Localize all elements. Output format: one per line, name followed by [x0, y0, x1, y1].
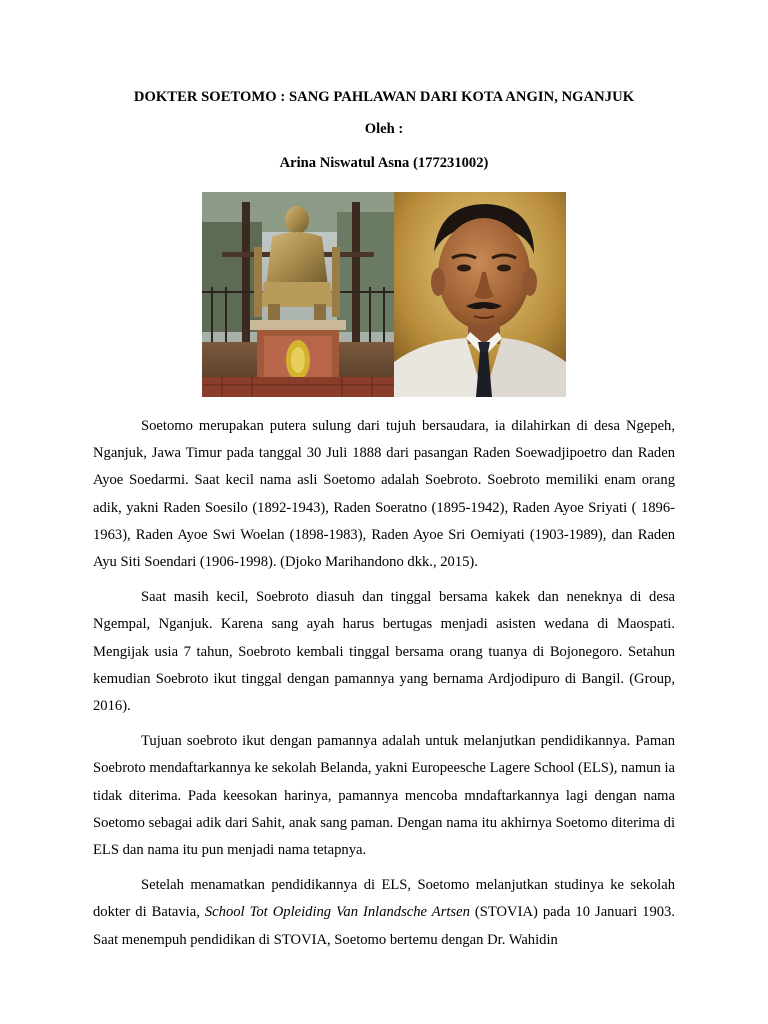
figure-images — [202, 192, 566, 397]
paragraph-4-before: Setelah menamatkan pendidikannya di ELS, Soetomo melanjutkan studinya ke sekolah dokter di Batavia, — [93, 877, 675, 921]
author-name: Arina Niswatul Asna (177231002) — [279, 155, 489, 171]
school-name-italic: School Tot Opleiding Van Inlandsche Artsen — [204, 904, 470, 921]
paragraph-4-after: (STOVIA) pada 10 Januari 1903. Saat menempuh pendidikan di STOVIA, Soetomo bertemu dengan Dr. Wahidin — [93, 904, 676, 948]
body-text — [93, 413, 675, 962]
portrait-painting — [394, 192, 566, 397]
paragraph-1: Soetomo merupakan putera sulung dari tujuh bersaudara, ia dilahirkan di desa Ngepeh, Nganjuk, Jawa Timur pada tanggal 30 Juli 1888 dari pasangan Raden Soewadjipoetro dan Raden Ayoe Soedarmi. Saat kecil nama asli Soetomo adalah Soebroto. Soebroto memiliki enam orang adik, yakni Raden Soesilo (1892-1943), Raden Soeratno (1895-1942), Raden Ayoe Sriyati ( 1896-1963), Raden Ayoe Swi Woelan (1898-1983), Raden Ayoe Sri Oemiyati (1903-1989), dan Raden Ayu Siti Soendari (1906-1998). (Djoko Marihandono dkk., 2015). — [93, 418, 675, 571]
paragraph-4 — [93, 872, 675, 954]
statue-photo — [202, 192, 394, 397]
paragraph-2: Saat masih kecil, Soebroto diasuh dan tinggal bersama kakek dan neneknya di desa Ngempal, Nganjuk. Karena sang ayah harus bertugas menjadi asisten wedana di Maospati. Mengijak usia 7 tahun, Soebroto kembali tinggal bersama orang tuanya di Bojonegoro. Setahun kemudian Soebroto ikut tinggal dengan pamannya yang bernama Ardjodipuro di Bangil. (Group, 2016). — [93, 589, 675, 715]
paragraph-3: Tujuan soebroto ikut dengan pamannya adalah untuk melanjutkan pendidikannya. Paman Soebroto mendaftarkannya ke sekolah Belanda, yakni Europeesche Lagere School (ELS), namun ia tidak diterima. Pada keesokan harinya, pamannya mencoba mndaftarkannya lagi dengan nama Soetomo sebagai adik dari Sahit, anak sang paman. Dengan nama itu akhirnya Soetomo diterima di ELS dan nama itu pun menjadi nama tetapnya. — [93, 733, 675, 859]
document-title: DOKTER SOETOMO : SANG PAHLAWAN DARI KOTA ANGIN, NGANJUK — [133, 89, 635, 105]
byline-label: Oleh : — [364, 121, 404, 137]
